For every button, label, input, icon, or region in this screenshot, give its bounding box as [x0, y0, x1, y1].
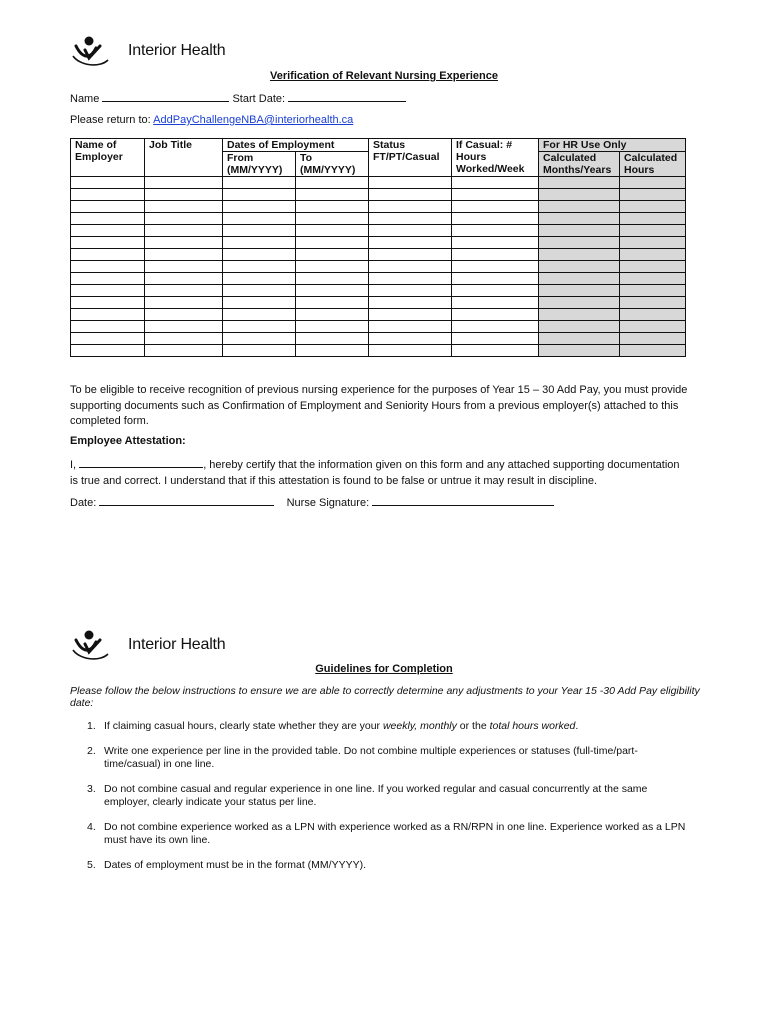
table-cell[interactable]	[223, 273, 296, 285]
table-cell	[539, 249, 620, 261]
table-cell[interactable]	[452, 321, 539, 333]
interior-health-logo-icon	[70, 628, 122, 662]
start-date-field[interactable]	[288, 91, 406, 102]
table-cell[interactable]	[145, 321, 223, 333]
table-cell[interactable]	[145, 225, 223, 237]
item-text: or the	[456, 720, 490, 732]
table-cell[interactable]	[369, 309, 452, 321]
return-line	[70, 114, 353, 126]
table-cell	[539, 333, 620, 345]
table-cell[interactable]	[145, 177, 223, 189]
table-cell[interactable]	[223, 297, 296, 309]
table-row	[71, 249, 686, 261]
table-cell[interactable]	[369, 213, 452, 225]
table-cell	[539, 225, 620, 237]
header-hr-only: For HR Use Only	[539, 139, 686, 152]
table-cell[interactable]	[369, 189, 452, 201]
table-cell[interactable]	[223, 249, 296, 261]
table-cell	[539, 201, 620, 213]
table-cell[interactable]	[223, 237, 296, 249]
table-cell[interactable]	[223, 333, 296, 345]
header-to: To (MM/YYYY)	[296, 152, 369, 177]
header-job-title: Job Title	[145, 139, 223, 177]
table-cell	[620, 261, 686, 273]
attestation-heading: Employee Attestation:	[70, 435, 186, 447]
table-cell[interactable]	[145, 297, 223, 309]
table-cell[interactable]	[145, 273, 223, 285]
table-cell	[620, 249, 686, 261]
attestation-prefix: I,	[70, 459, 77, 471]
table-cell	[620, 333, 686, 345]
guideline-item	[70, 745, 690, 771]
return-label: Please return to:	[70, 114, 151, 126]
name-field[interactable]	[102, 91, 229, 102]
table-cell[interactable]	[296, 189, 369, 201]
signature-field[interactable]	[372, 495, 554, 506]
table-cell	[539, 345, 620, 357]
item-text: .	[575, 720, 579, 732]
table-cell[interactable]	[296, 297, 369, 309]
header-status: Status FT/PT/Casual	[369, 139, 452, 177]
attestation-name-field[interactable]	[79, 457, 203, 468]
attestation-text	[70, 457, 690, 489]
table-cell[interactable]	[145, 261, 223, 273]
page-title: Verification of Relevant Nursing Experience	[269, 70, 498, 82]
date-signature-line	[70, 495, 554, 509]
table-cell[interactable]	[223, 177, 296, 189]
table-row	[71, 345, 686, 357]
table-cell[interactable]	[296, 237, 369, 249]
table-cell[interactable]	[223, 285, 296, 297]
item-number: 3.	[87, 783, 96, 795]
table-row	[71, 273, 686, 285]
item-text: Do not combine experience worked as a LPN with experience worked as a RN/RPN in one line. Experience worked as a LPN must have its own line.	[104, 821, 686, 846]
table-cell[interactable]	[223, 309, 296, 321]
table-cell[interactable]	[145, 213, 223, 225]
table-cell[interactable]	[223, 213, 296, 225]
table-row	[71, 297, 686, 309]
table-cell[interactable]	[452, 237, 539, 249]
table-cell[interactable]	[71, 297, 145, 309]
table-cell[interactable]	[145, 285, 223, 297]
table-cell[interactable]	[223, 225, 296, 237]
table-body	[71, 177, 686, 357]
table-cell	[620, 345, 686, 357]
logo-text: Interior Health	[128, 42, 226, 59]
item-text: Do not combine casual and regular experience in one line. If you worked regular and casual concurrently at the same employer, clearly indicate your status per line.	[104, 783, 648, 808]
header-dates: Dates of Employment	[223, 139, 369, 152]
table-cell[interactable]	[452, 285, 539, 297]
table-cell[interactable]	[71, 177, 145, 189]
table-cell[interactable]	[145, 189, 223, 201]
table-cell[interactable]	[369, 201, 452, 213]
table-cell	[539, 321, 620, 333]
table-cell[interactable]	[369, 237, 452, 249]
table-cell[interactable]	[223, 345, 296, 357]
table-cell[interactable]	[71, 189, 145, 201]
table-cell[interactable]	[71, 249, 145, 261]
table-cell[interactable]	[71, 201, 145, 213]
header-calc-months: Calculated Months/Years	[539, 152, 620, 177]
table-cell[interactable]	[296, 201, 369, 213]
table-row	[71, 285, 686, 297]
guidelines-list	[70, 720, 690, 884]
table-cell[interactable]	[71, 237, 145, 249]
table-cell[interactable]	[71, 261, 145, 273]
table-cell[interactable]	[145, 249, 223, 261]
table-cell[interactable]	[223, 321, 296, 333]
table-cell[interactable]	[296, 345, 369, 357]
table-cell[interactable]	[296, 177, 369, 189]
item-number: 2.	[87, 745, 96, 757]
table-cell	[620, 201, 686, 213]
table-cell	[539, 285, 620, 297]
table-cell[interactable]	[452, 225, 539, 237]
table-cell[interactable]	[71, 333, 145, 345]
item-text: Dates of employment must be in the format (MM/YYYY).	[104, 859, 367, 871]
table-cell	[539, 273, 620, 285]
guideline-item	[70, 859, 690, 872]
logo-2	[70, 628, 226, 662]
table-cell[interactable]	[71, 345, 145, 357]
table-cell[interactable]	[452, 261, 539, 273]
table-cell[interactable]	[369, 285, 452, 297]
table-cell	[539, 261, 620, 273]
item-number: 1.	[87, 720, 96, 732]
table-cell[interactable]	[296, 249, 369, 261]
item-number: 4.	[87, 821, 96, 833]
table-cell[interactable]	[296, 213, 369, 225]
table-cell[interactable]	[369, 333, 452, 345]
logo-text-2: Interior Health	[128, 636, 226, 653]
item-text: Write one experience per line in the provided table. Do not combine multiple experiences or statuses (full-time/part-time/casual) in one line.	[104, 745, 638, 770]
item-number: 5.	[87, 859, 96, 871]
table-cell[interactable]	[296, 273, 369, 285]
table-cell[interactable]	[452, 273, 539, 285]
table-row	[71, 309, 686, 321]
table-row	[71, 237, 686, 249]
table-cell[interactable]	[369, 225, 452, 237]
table-row	[71, 213, 686, 225]
table-cell	[620, 237, 686, 249]
table-cell[interactable]	[71, 321, 145, 333]
table-cell[interactable]	[71, 285, 145, 297]
table-cell	[620, 177, 686, 189]
name-line	[70, 91, 406, 105]
table-cell[interactable]	[452, 177, 539, 189]
item-emphasis: weekly, monthly	[382, 720, 457, 732]
table-cell[interactable]	[296, 225, 369, 237]
table-cell[interactable]	[369, 177, 452, 189]
table-row	[71, 321, 686, 333]
table-cell[interactable]	[452, 213, 539, 225]
header-calc-hours: Calculated Hours	[620, 152, 686, 177]
table-cell	[539, 297, 620, 309]
table-cell	[539, 177, 620, 189]
table-cell[interactable]	[145, 201, 223, 213]
table-cell	[539, 237, 620, 249]
table-cell[interactable]	[369, 345, 452, 357]
table-cell[interactable]	[369, 273, 452, 285]
experience-table	[70, 138, 686, 357]
guideline-item	[70, 783, 690, 809]
table-cell[interactable]	[296, 333, 369, 345]
table-cell	[620, 273, 686, 285]
table-cell[interactable]	[452, 333, 539, 345]
table-cell	[539, 189, 620, 201]
table-cell[interactable]	[369, 261, 452, 273]
guideline-item	[70, 821, 690, 847]
table-cell	[620, 225, 686, 237]
table-cell[interactable]	[71, 273, 145, 285]
table-row	[71, 333, 686, 345]
table-cell	[620, 213, 686, 225]
table-row	[71, 225, 686, 237]
logo	[70, 34, 226, 68]
table-cell[interactable]	[296, 321, 369, 333]
table-cell[interactable]	[145, 237, 223, 249]
table-cell	[620, 309, 686, 321]
signature-label: Nurse Signature:	[286, 497, 370, 509]
table-cell	[620, 285, 686, 297]
guidelines-intro: Please follow the below instructions to ensure we are able to correctly determine any adjustments to your Year 15 -30 Add Pay eligibility date:	[70, 685, 700, 709]
table-cell[interactable]	[296, 261, 369, 273]
table-cell[interactable]	[369, 321, 452, 333]
table-row	[71, 189, 686, 201]
table-row	[71, 261, 686, 273]
table-cell	[620, 297, 686, 309]
table-cell[interactable]	[452, 201, 539, 213]
table-header-row	[71, 139, 686, 152]
return-email-link[interactable]: AddPayChallengeNBA@interiorhealth.ca	[153, 114, 354, 126]
item-emphasis: total hours worked	[489, 720, 576, 732]
table-cell[interactable]	[71, 309, 145, 321]
table-cell[interactable]	[369, 297, 452, 309]
table-cell[interactable]	[145, 345, 223, 357]
table-cell[interactable]	[296, 309, 369, 321]
name-label: Name	[70, 93, 100, 105]
table-cell[interactable]	[223, 189, 296, 201]
table-cell	[539, 213, 620, 225]
table-row	[71, 177, 686, 189]
interior-health-logo-icon	[70, 34, 122, 68]
guidelines-title: Guidelines for Completion	[315, 663, 453, 675]
item-text: If claiming casual hours, clearly state whether they are your	[104, 720, 383, 732]
table-cell[interactable]	[145, 333, 223, 345]
header-from: From (MM/YYYY)	[223, 152, 296, 177]
table-cell[interactable]	[71, 213, 145, 225]
table-cell[interactable]	[369, 249, 452, 261]
table-cell[interactable]	[223, 261, 296, 273]
table-cell[interactable]	[452, 249, 539, 261]
table-cell[interactable]	[452, 297, 539, 309]
table-cell[interactable]	[71, 225, 145, 237]
date-field[interactable]	[99, 495, 274, 506]
table-cell[interactable]	[452, 189, 539, 201]
table-cell	[620, 189, 686, 201]
start-date-label: Start Date:	[232, 93, 286, 105]
table-cell[interactable]	[452, 309, 539, 321]
header-employer: Name of Employer	[71, 139, 145, 177]
table-cell	[620, 321, 686, 333]
date-label: Date:	[70, 497, 97, 509]
table-row	[71, 201, 686, 213]
eligibility-text: To be eligible to receive recognition of previous nursing experience for the purposes of Year 15 – 30 Add Pay, you must provide supporting documents such as Confirmation of Employment and Seniority Hours from a previous employer(s) attached to this completed form.	[70, 384, 688, 427]
table-cell	[539, 309, 620, 321]
table-cell[interactable]	[452, 345, 539, 357]
header-casual: If Casual: # Hours Worked/Week	[452, 139, 539, 177]
attestation-body: , hereby certify that the information given on this form and any attached supporting documentation is true and correct. I understand that if this attestation is found to be false or untrue it may result in discipline.	[70, 459, 680, 487]
table-cell[interactable]	[223, 201, 296, 213]
table-cell[interactable]	[296, 285, 369, 297]
guideline-item	[70, 720, 690, 733]
table-cell[interactable]	[145, 309, 223, 321]
